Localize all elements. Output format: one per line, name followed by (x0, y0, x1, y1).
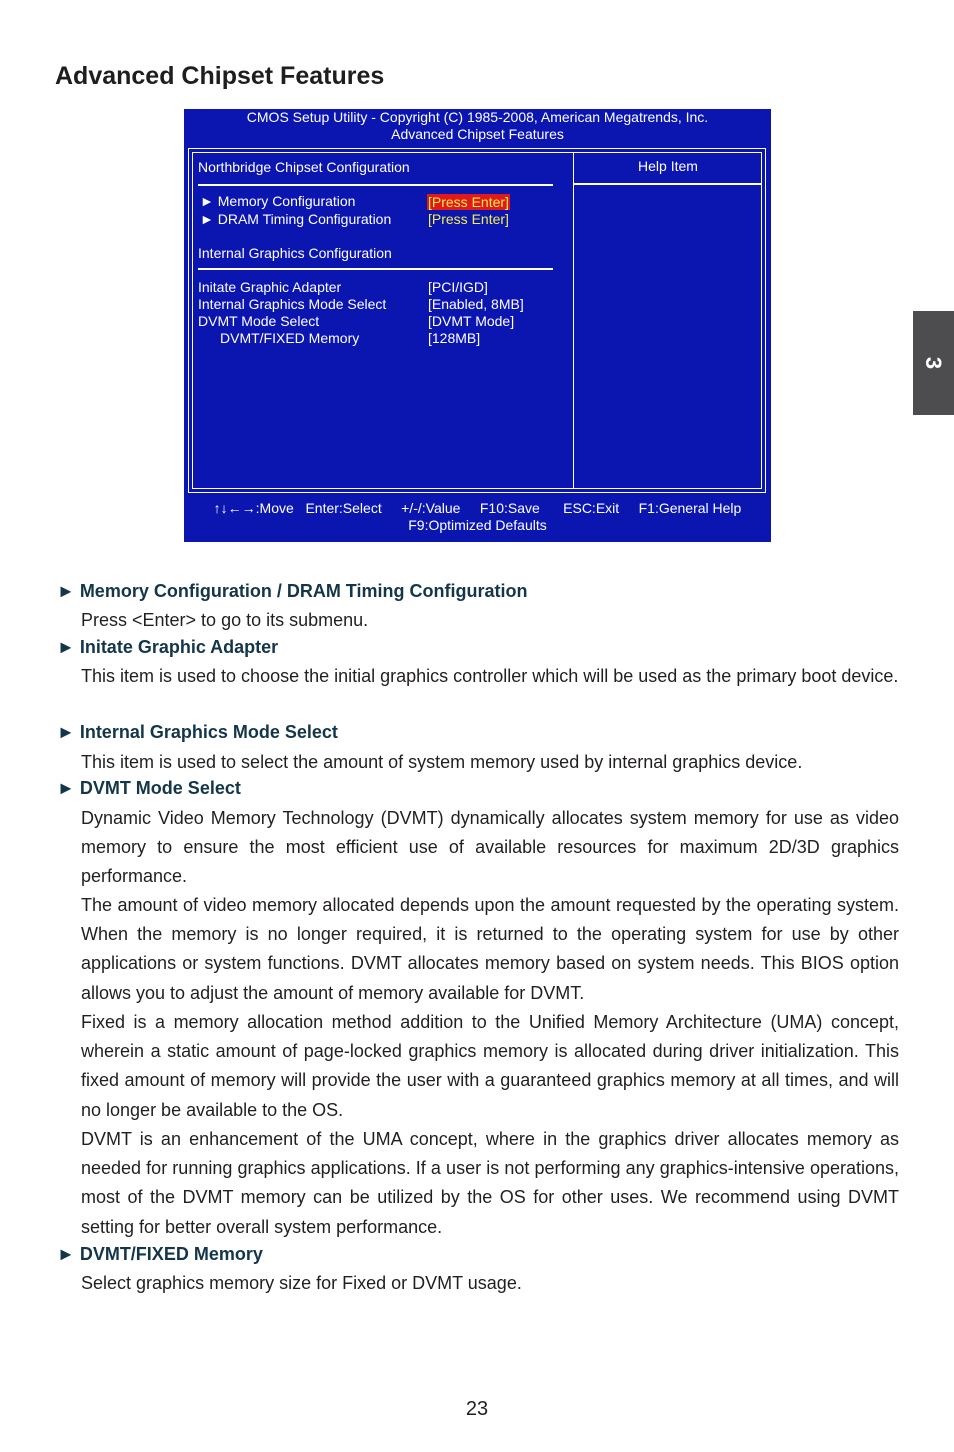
northbridge-heading: Northbridge Chipset Configuration (198, 159, 410, 175)
help-item-underline (574, 183, 762, 185)
setting-internal-graphics-mode-value[interactable]: [Enabled, 8MB] (428, 296, 524, 312)
submenu-memory-configuration[interactable]: ► Memory Configuration (200, 193, 356, 209)
bios-column-divider (573, 152, 574, 489)
bios-key-legend-defaults: F9:Optimized Defaults (408, 517, 547, 533)
igfx-heading: Internal Graphics Configuration (198, 245, 392, 261)
setting-initate-graphic-adapter-value[interactable]: [PCI/IGD] (428, 279, 488, 295)
igfx-rule (198, 268, 553, 270)
section-text-graphics-mode: This item is used to select the amount of system memory used by internal graphics device. (81, 752, 803, 772)
section-text-dvmt-fixed: Select graphics memory size for Fixed or DVMT usage. (81, 1273, 522, 1293)
setting-dvmt-mode-select[interactable]: DVMT Mode Select (198, 313, 320, 329)
section-heading-dvmt-mode: ► DVMT Mode Select (57, 778, 241, 798)
submenu-dram-timing-configuration[interactable]: ► DRAM Timing Configuration (200, 211, 392, 227)
submenu-memory-configuration-value[interactable]: [Press Enter] (428, 194, 509, 210)
bios-screen (184, 109, 771, 542)
section-text-graphic-adapter: This item is used to choose the initial graphics controller which will be used as the primary boot device. (81, 666, 899, 686)
setting-internal-graphics-mode[interactable]: Internal Graphics Mode Select (198, 296, 387, 312)
submenu-dram-timing-configuration-value[interactable]: [Press Enter] (428, 211, 509, 227)
bios-header (184, 109, 771, 143)
section-text-dvmt-2: The amount of video memory allocated depends upon the amount requested by the operating system. When the memory is no longer required, it is returned to the operating system for use by other applications or system functions. DVMT allocates memory based on system needs. This BIOS option allows you to adjust the amount of memory available for DVMT. (81, 895, 899, 1003)
chapter-number: 3 (921, 356, 947, 370)
page-number: 23 (465, 1398, 489, 1420)
northbridge-rule (198, 184, 553, 186)
bios-copyright: CMOS Setup Utility - Copyright (C) 1985-2008, American Megatrends, Inc. (246, 109, 709, 125)
setting-initate-graphic-adapter[interactable]: Initate Graphic Adapter (198, 279, 342, 295)
help-item-title: Help Item (638, 158, 698, 174)
page-title: Advanced Chipset Features (55, 62, 385, 90)
section-text-dvmt-4: DVMT is an enhancement of the UMA concept, where in the graphics driver allocates memory as needed for running graphics applications. If a user is not performing any graphics-intensive operations, most of the DVMT memory can be utilized by the OS for other uses. We recommend using DVMT setting for better overall system performance. (81, 1129, 899, 1237)
section-text-dvmt-3: Fixed is a memory allocation method addition to the Unified Memory Architecture (UMA) concept, wherein a static amount of page-locked graphics memory is allocated during driver initialization. This fixed amount of memory will provide the user with a guaranteed graphics memory at all times, and will no longer be available to the OS. (81, 1012, 899, 1120)
section-heading-graphics-mode: ► Internal Graphics Mode Select (57, 722, 338, 742)
setting-dvmt-mode-select-value[interactable]: [DVMT Mode] (428, 313, 515, 329)
bios-screen-title: Advanced Chipset Features (391, 126, 564, 142)
section-heading-memory-dram: ► Memory Configuration / DRAM Timing Configuration (57, 581, 528, 601)
section-text-memory-dram: Press <Enter> to go to its submenu. (81, 610, 369, 630)
section-heading-graphic-adapter: ► Initate Graphic Adapter (57, 637, 279, 657)
bios-key-legend: ↑↓←→:Move Enter:Select +/-/:Value F10:Save ESC:Exit F1:General Help (213, 500, 742, 516)
section-heading-dvmt-fixed: ► DVMT/FIXED Memory (57, 1244, 263, 1264)
setting-dvmt-fixed-memory[interactable]: DVMT/FIXED Memory (220, 330, 360, 346)
chapter-tab (913, 311, 954, 415)
setting-dvmt-fixed-memory-value[interactable]: [128MB] (428, 330, 481, 346)
section-text-dvmt-1: Dynamic Video Memory Technology (DVMT) dynamically allocates system memory for use as video memory to ensure the most efficient use of available resources for maximum 2D/3D graphics performance. (81, 808, 899, 887)
